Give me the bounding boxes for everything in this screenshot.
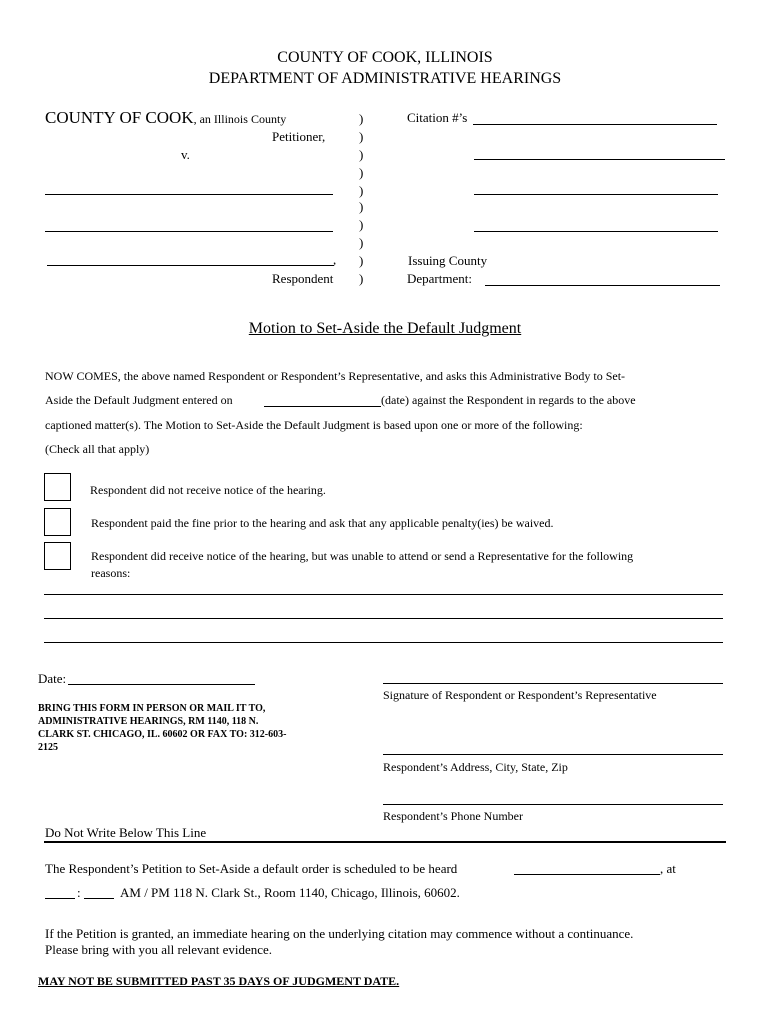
header-county: COUNTY OF COOK, ILLINOIS xyxy=(277,49,493,66)
citation-line-2[interactable] xyxy=(474,159,725,160)
petitioner-label: Petitioner, xyxy=(272,129,326,144)
granted-line-1: If the Petition is granted, an immediate hearing on the underlying citation may commence without a continuance. xyxy=(45,926,634,941)
citation-line-4[interactable] xyxy=(474,231,718,232)
issuing-county-label: Issuing County xyxy=(408,253,488,268)
schedule-line-1-start: The Respondent’s Petition to Set-Aside a default order is scheduled to be heard xyxy=(45,861,458,876)
reasons-line-1[interactable] xyxy=(44,594,723,595)
option-2-label: Respondent paid the fine prior to the hearing and ask that any applicable penalty(ies) be waived. xyxy=(91,516,554,530)
header-department: DEPARTMENT OF ADMINISTRATIVE HEARINGS xyxy=(208,70,562,87)
department-label: Department: xyxy=(407,271,472,286)
address-label: Respondent’s Address, City, State, Zip xyxy=(383,760,568,774)
minute-line[interactable] xyxy=(84,898,114,899)
option-1-checkbox[interactable] xyxy=(44,473,71,501)
do-not-write-label: Do Not Write Below This Line xyxy=(45,825,207,840)
citation-line-3[interactable] xyxy=(474,194,718,195)
option-1-label: Respondent did not receive notice of the hearing. xyxy=(90,483,326,497)
submission-instructions: BRING THIS FORM IN PERSON OR MAIL IT TO, ADMINISTRATIVE HEARINGS, RM 1140, 118 N. CLARK ST. CHICAGO, IL. 60602 OR FAX TO: 312-603-2125 xyxy=(38,703,287,753)
respondent-name-line-1[interactable] xyxy=(45,194,333,195)
caption-paren: ) xyxy=(359,129,364,144)
hearing-date-line[interactable] xyxy=(514,874,660,875)
caption-paren: ) xyxy=(359,217,364,232)
motion-title: Motion to Set-Aside the Default Judgment xyxy=(248,320,522,337)
granted-line-2: Please bring with you all relevant evidence. xyxy=(45,942,273,957)
judgment-date-line[interactable] xyxy=(264,406,381,407)
caption-paren: ) xyxy=(359,111,364,126)
caption-paren: ) xyxy=(359,199,364,214)
phone-label: Respondent’s Phone Number xyxy=(383,809,523,823)
date-line[interactable] xyxy=(68,684,255,685)
option-3-label-line-2: reasons: xyxy=(91,566,131,580)
caption-paren: ) xyxy=(359,165,364,180)
respondent-label: Respondent xyxy=(272,271,334,286)
time-colon: : xyxy=(77,885,81,900)
versus-label: v. xyxy=(181,147,190,162)
citation-line-1[interactable] xyxy=(473,124,717,125)
caption-paren: ) xyxy=(359,147,364,162)
county-name: COUNTY OF COOK xyxy=(45,108,194,127)
phone-line[interactable] xyxy=(383,804,723,805)
address-line[interactable] xyxy=(383,754,723,755)
respondent-name-line-3[interactable] xyxy=(47,265,334,266)
intro-line-2-end: (date) against the Respondent in regards to the above xyxy=(381,393,636,407)
caption-paren: ) xyxy=(359,253,364,268)
schedule-line-2: AM / PM 118 N. Clark St., Room 1140, Chicago, Illinois, 60602. xyxy=(120,885,460,900)
caption-paren: ) xyxy=(359,271,364,286)
reasons-line-2[interactable] xyxy=(44,618,723,619)
caption-county xyxy=(45,108,286,128)
date-label: Date: xyxy=(38,671,67,686)
respondent-name-line-2[interactable] xyxy=(45,231,333,232)
deadline-warning: MAY NOT BE SUBMITTED PAST 35 DAYS OF JUDGMENT DATE. xyxy=(38,974,400,988)
intro-line-1: NOW COMES, the above named Respondent or Respondent’s Representative, and asks this Administrative Body to Set- xyxy=(45,369,626,383)
citation-label: Citation #’s xyxy=(407,110,468,125)
reasons-line-3[interactable] xyxy=(44,642,723,643)
signature-label: Signature of Respondent or Respondent’s Representative xyxy=(383,688,657,702)
respondent-comma: , xyxy=(333,252,337,267)
intro-line-3: captioned matter(s). The Motion to Set-Aside the Default Judgment is based upon one or more of the following: xyxy=(45,418,583,432)
caption-paren: ) xyxy=(359,235,364,250)
signature-line[interactable] xyxy=(383,683,723,684)
intro-line-2-start: Aside the Default Judgment entered on xyxy=(45,393,233,407)
hour-line[interactable] xyxy=(45,898,75,899)
county-suffix: , an Illinois County xyxy=(193,112,287,126)
option-2-checkbox[interactable] xyxy=(44,508,71,536)
divider xyxy=(44,841,726,843)
caption-paren: ) xyxy=(359,183,364,198)
option-3-label-line-1: Respondent did receive notice of the hearing, but was unable to attend or send a Representative for the following xyxy=(91,549,634,563)
option-3-checkbox[interactable] xyxy=(44,542,71,570)
schedule-line-1-end: , at xyxy=(660,861,676,876)
intro-line-4: (Check all that apply) xyxy=(45,442,150,456)
department-line[interactable] xyxy=(485,285,720,286)
